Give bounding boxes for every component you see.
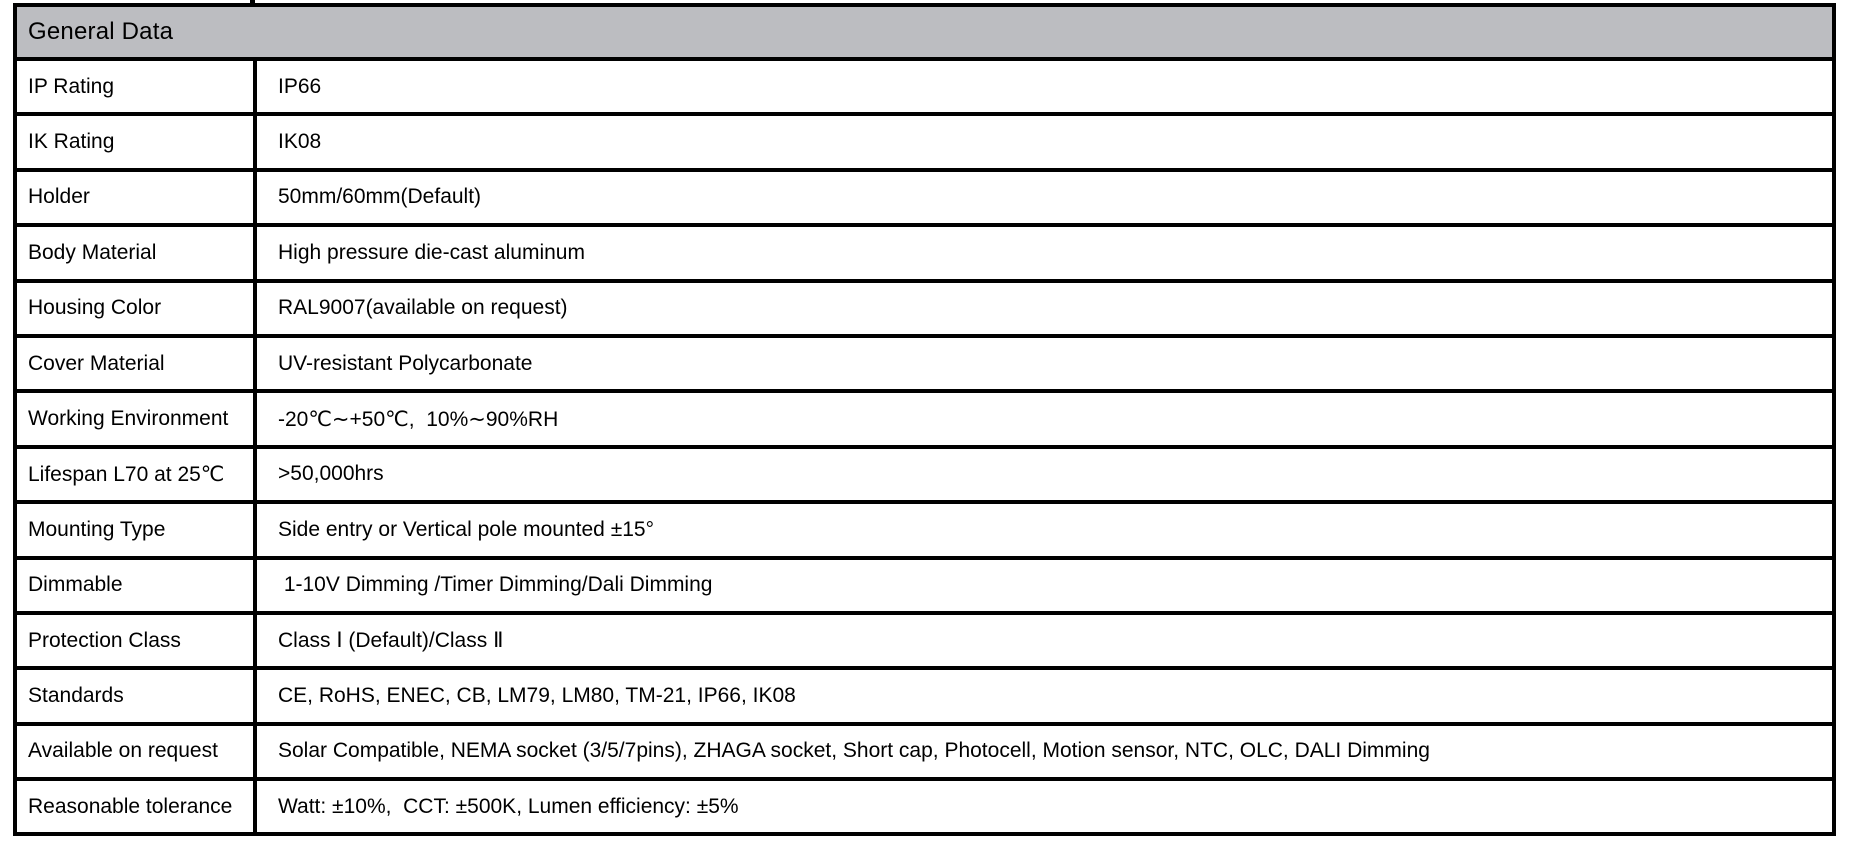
row-value: IK08 (278, 130, 322, 154)
table-row (17, 279, 1832, 334)
table-row (17, 722, 1832, 777)
row-label: Available on request (17, 726, 257, 777)
row-value: Solar Compatible, NEMA socket (3/5/7pins), ZHAGA socket, Short cap, Photocell, Motion sensor, NTC, OLC, DALI Dimming (278, 739, 1430, 763)
row-value: >50,000hrs (278, 462, 384, 486)
table-row (17, 777, 1832, 832)
row-label: Holder (17, 172, 257, 223)
row-label: Protection Class (17, 615, 257, 666)
table-row (17, 500, 1832, 555)
row-value: IP66 (278, 74, 322, 98)
table-row (17, 57, 1832, 112)
row-value: CE, RoHS, ENEC, CB, LM79, LM80, TM-21, IP66, IK08 (278, 683, 796, 707)
row-value: 1-10V Dimming /Timer Dimming/Dali Dimming (278, 573, 713, 597)
table-row (17, 445, 1832, 500)
table-row (17, 611, 1832, 666)
table-row (17, 112, 1832, 167)
row-value: 50mm/60mm(Default) (278, 185, 482, 209)
row-label: Lifespan L70 at 25℃ (17, 449, 257, 500)
table-header (17, 7, 1832, 57)
row-value: Watt: ±10%, CCT: ±500K, Lumen efficiency: ±5% (278, 794, 739, 818)
table-row (17, 168, 1832, 223)
table-row (17, 556, 1832, 611)
row-label: Standards (17, 670, 257, 721)
row-label: Working Environment (17, 393, 257, 444)
row-value: High pressure die-cast aluminum (278, 240, 585, 264)
table-title: General Data (28, 18, 174, 45)
row-label: IP Rating (17, 61, 257, 112)
table-row (17, 334, 1832, 389)
row-value: -20℃∼+50℃, 10%∼90%RH (278, 407, 559, 431)
row-label: Housing Color (17, 283, 257, 334)
table-row (17, 223, 1832, 278)
row-value: RAL9007(available on request) (278, 296, 568, 320)
general-data-table (13, 3, 1836, 836)
table-row (17, 389, 1832, 444)
table-row (17, 666, 1832, 721)
row-label: Body Material (17, 227, 257, 278)
row-label: Mounting Type (17, 504, 257, 555)
row-value: Class Ⅰ (Default)/Class Ⅱ (278, 629, 504, 653)
row-label: Cover Material (17, 338, 257, 389)
row-value: UV-resistant Polycarbonate (278, 351, 533, 375)
row-label: IK Rating (17, 116, 257, 167)
row-label: Reasonable tolerance (17, 781, 257, 832)
row-label: Dimmable (17, 560, 257, 611)
row-value: Side entry or Vertical pole mounted ±15° (278, 517, 654, 541)
